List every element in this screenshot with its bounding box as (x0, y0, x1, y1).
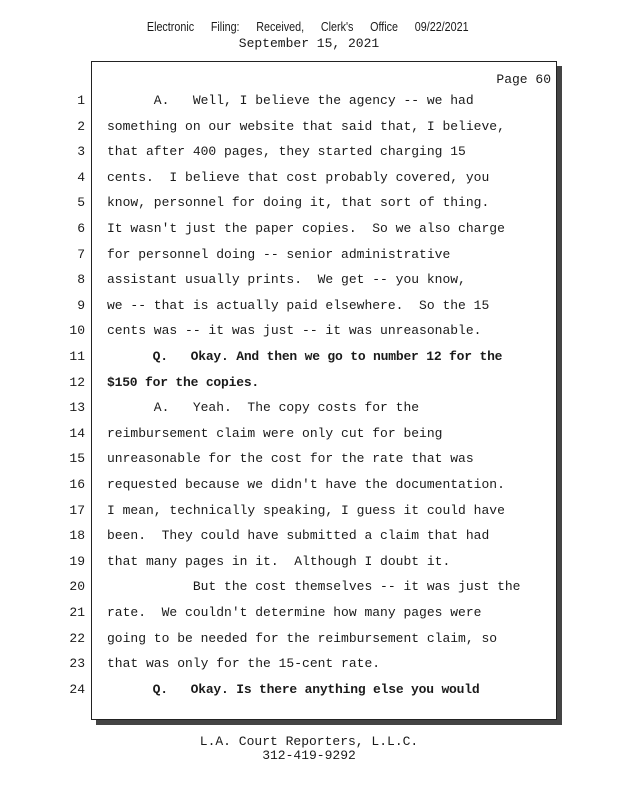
line-number: 7 (77, 246, 85, 262)
line-text: going to be needed for the reimbursement claim, so (107, 630, 498, 646)
transcript-date: September 15, 2021 (238, 36, 380, 51)
transcript-line (0, 656, 560, 680)
line-text: something on our website that said that, I believe, (107, 118, 505, 134)
line-number: 12 (69, 374, 85, 390)
line-text: we -- that is actually paid elsewhere. So the 15 (107, 297, 490, 313)
transcript-line (0, 426, 560, 450)
transcript-line (0, 631, 560, 655)
line-number: 18 (69, 528, 85, 544)
filing-word: 09/22/2021 (414, 20, 469, 34)
transcript-line (0, 170, 560, 194)
transcript-line (0, 554, 560, 578)
line-text: A. Yeah. The copy costs for the (107, 400, 420, 416)
transcript-line (0, 247, 560, 271)
filing-stamp (42, 20, 573, 34)
line-text: for personnel doing -- senior administrative (107, 246, 451, 262)
transcript-line (0, 579, 560, 603)
line-number: 22 (69, 630, 85, 646)
transcript-line (0, 503, 560, 527)
line-number: 1 (77, 93, 85, 108)
line-text: that many pages in it. Although I doubt it. (107, 553, 451, 569)
line-text: cents was -- it was just -- it was unreasonable. (107, 323, 482, 339)
line-text: reimbursement claim were only cut for being (107, 425, 443, 441)
line-number: 4 (77, 169, 85, 185)
transcript-line (0, 451, 560, 475)
line-text: requested because we didn't have the documentation. (107, 477, 505, 492)
line-text: know, personnel for doing it, that sort of thing. (107, 195, 490, 211)
line-number: 15 (69, 451, 85, 467)
line-text: It wasn't just the paper copies. So we also charge (107, 221, 505, 236)
line-number: 23 (69, 656, 85, 672)
line-number: 14 (69, 425, 85, 441)
line-number: 20 (69, 579, 85, 595)
transcript-line (0, 272, 560, 296)
line-number: 11 (69, 349, 85, 364)
footer-phone: 312-419-9292 (262, 748, 356, 763)
line-text: I mean, technically speaking, I guess it could have (107, 502, 505, 518)
line-number: 19 (69, 553, 85, 569)
filing-word: Electronic (146, 20, 195, 34)
line-text: that was only for the 15-cent rate. (107, 656, 381, 672)
transcript-line (0, 144, 560, 168)
transcript-line (0, 400, 560, 424)
filing-word: Filing: (210, 20, 240, 34)
transcript-line (0, 349, 560, 373)
line-number: 3 (77, 144, 85, 160)
transcript-line (0, 119, 560, 143)
transcript-line (0, 298, 560, 322)
transcript-line (0, 605, 560, 629)
transcript-line (0, 375, 560, 399)
line-text: been. They could have submitted a claim that had (107, 528, 490, 544)
line-text: cents. I believe that cost probably covered, you (107, 169, 490, 185)
line-number: 17 (69, 502, 85, 518)
line-number: 24 (69, 681, 85, 697)
transcript-line (0, 477, 560, 501)
transcript-line (0, 93, 560, 117)
line-number: 8 (77, 272, 85, 288)
transcript-line (0, 323, 560, 347)
transcript-line (0, 682, 560, 706)
transcript-line (0, 195, 560, 219)
line-text: $150 for the copies. (107, 374, 260, 390)
line-number: 6 (77, 221, 85, 236)
line-number: 2 (77, 118, 85, 134)
filing-word: Clerk's (320, 20, 354, 34)
transcript-line (0, 221, 560, 245)
line-text: Q. Okay. And then we go to number 12 for the (107, 349, 503, 364)
line-number: 9 (77, 297, 85, 313)
filing-word: Received, (256, 20, 305, 34)
line-text: unreasonable for the cost for the rate that was (107, 451, 474, 467)
line-number: 10 (69, 323, 85, 339)
line-number: 5 (77, 195, 85, 211)
footer-company: L.A. Court Reporters, L.L.C. (199, 734, 419, 749)
line-text: rate. We couldn't determine how many pages were (107, 605, 482, 620)
line-text: that after 400 pages, they started charging 15 (107, 144, 466, 160)
line-number: 21 (69, 605, 85, 620)
page-number: Page 60 (496, 72, 551, 87)
filing-word: Office (370, 20, 399, 34)
line-text: But the cost themselves -- it was just the (107, 579, 521, 595)
line-number: 16 (69, 477, 85, 492)
line-text: Q. Okay. Is there anything else you would (107, 681, 480, 697)
transcript-line (0, 528, 560, 552)
line-text: A. Well, I believe the agency -- we had (107, 93, 474, 108)
line-number: 13 (69, 400, 85, 416)
line-text: assistant usually prints. We get -- you know, (107, 272, 466, 288)
